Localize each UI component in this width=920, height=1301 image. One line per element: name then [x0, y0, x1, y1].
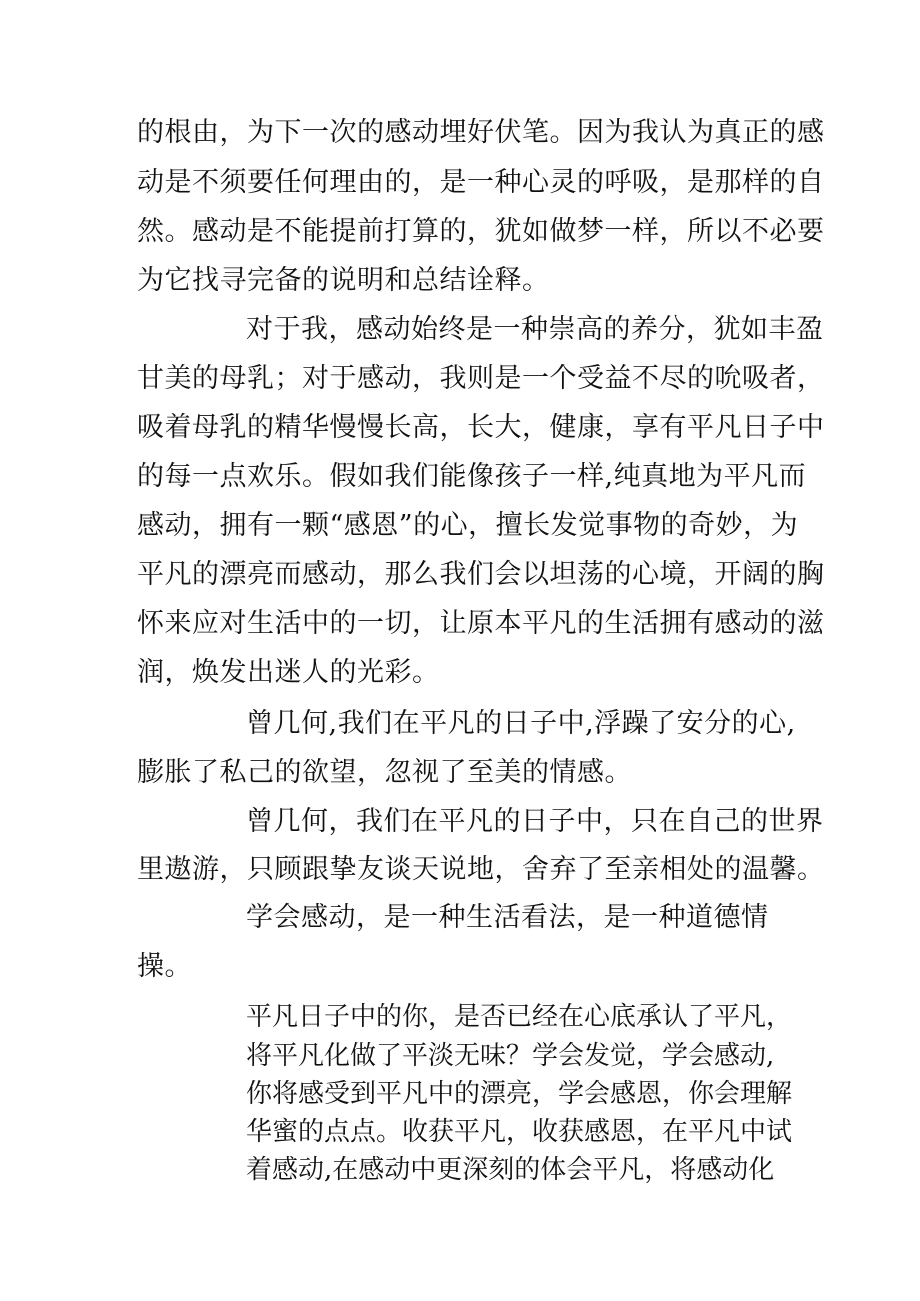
- text-line: 里遨游，只顾跟挚友谈天说地，舍弃了至亲相处的温馨。: [137, 854, 825, 885]
- text-line: 然。感动是不能提前打算的，犹如做梦一样，所以不必要: [137, 216, 825, 247]
- text-line: 曾几何,我们在平凡的日子中,浮躁了安分的心,: [246, 708, 796, 739]
- text-line: 操。: [137, 951, 192, 982]
- text-line: 的根由，为下一次的感动埋好伏笔。因为我认为真正的感: [137, 117, 825, 148]
- text-line: 将平凡化做了平淡无味？学会发觉，学会感动,: [246, 1041, 775, 1071]
- text-line: 动是不须要任何理由的，是一种心灵的呼吸，是那样的自: [137, 167, 825, 198]
- text-line: 吸着母乳的精华慢慢长高，长大，健康，享有平凡日子中: [137, 412, 825, 443]
- text-line: 感动，拥有一颗“感恩”的心，擅长发觉事物的奇妙，为: [137, 510, 799, 541]
- text-line: 华蜜的点点。收获平凡，收获感恩，在平凡中试: [246, 1117, 793, 1147]
- text-line: 平凡日子中的你，是否已经在心底承认了平凡，: [246, 1002, 793, 1032]
- text-line: 膨胀了私己的欲望，忽视了至美的情感。: [137, 757, 632, 788]
- text-line: 曾几何，我们在平凡的日子中，只在自己的世界: [246, 806, 824, 837]
- text-line: 对于我，感动始终是一种崇高的养分，犹如丰盈: [246, 314, 824, 345]
- text-line: 学会感动，是一种生活看法，是一种道德情: [246, 902, 769, 933]
- text-line: 甘美的母乳；对于感动，我则是一个受益不尽的吮吸者，: [137, 363, 825, 394]
- text-line: 怀来应对生活中的一切，让原本平凡的生活拥有感动的滋: [137, 608, 825, 639]
- text-line: 的每一点欢乐。假如我们能像孩子一样,纯真地为平凡而: [137, 461, 807, 492]
- text-line: 着感动,在感动中更深刻的体会平凡，将感动化: [246, 1155, 775, 1185]
- text-line: 润，焕发出迷人的光彩。: [137, 657, 440, 688]
- text-line: 为它找寻完备的说明和总结诠释。: [137, 265, 550, 296]
- text-line: 你将感受到平凡中的漂亮，学会感恩，你会理解: [246, 1079, 793, 1109]
- text-line: 平凡的漂亮而感动，那么我们会以坦荡的心境，开阔的胸: [137, 559, 825, 590]
